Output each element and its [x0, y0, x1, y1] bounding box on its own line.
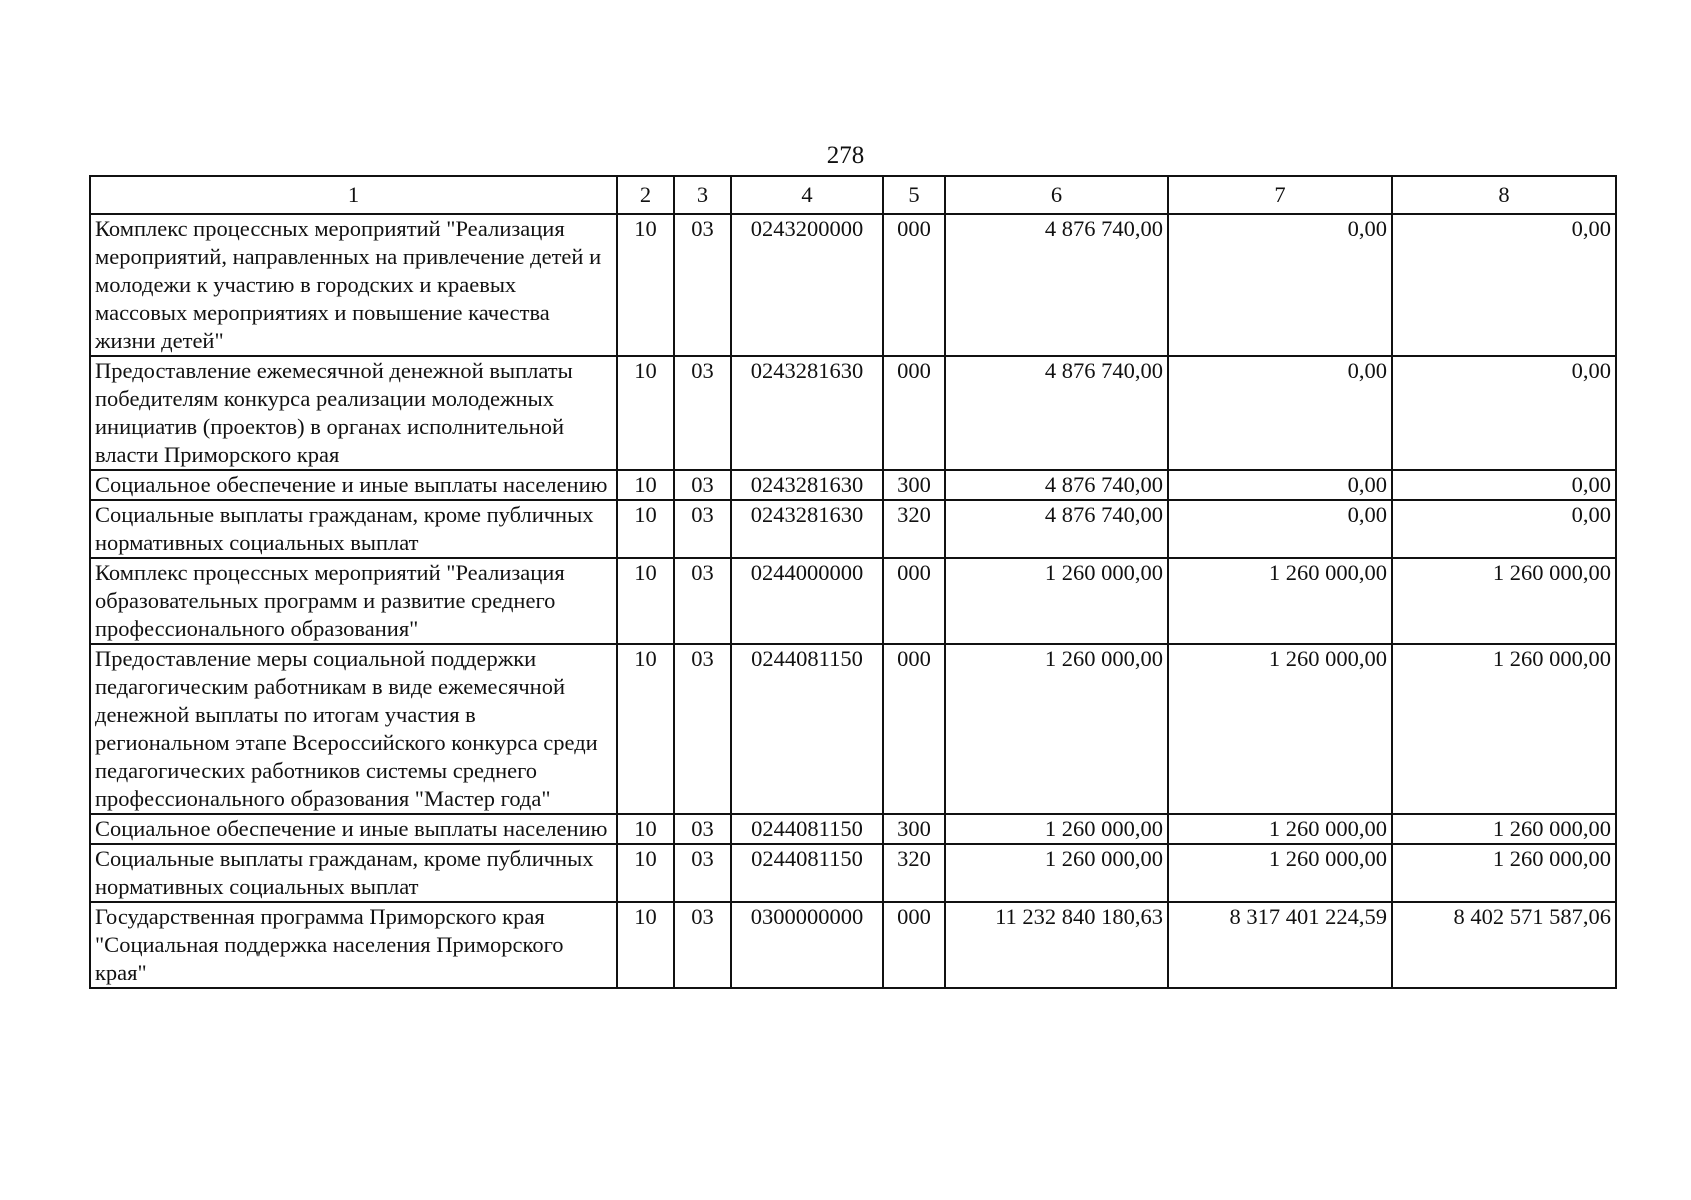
- page-number: 278: [826, 142, 865, 169]
- expense-type-code: 300: [883, 814, 945, 844]
- target-article-code: 0243281630: [731, 356, 883, 470]
- expense-type-code: 000: [883, 558, 945, 644]
- amount-col-8: 0,00: [1392, 214, 1616, 356]
- section-code: 10: [617, 356, 674, 470]
- column-header: 2: [617, 176, 674, 214]
- target-article-code: 0244000000: [731, 558, 883, 644]
- row-name: Социальные выплаты гражданам, кроме публичных нормативных социальных выплат: [90, 844, 617, 902]
- row-name: Предоставление ежемесячной денежной выплаты победителям конкурса реализации молодежных инициатив (проектов) в органах исполнительной власти Приморского края: [90, 356, 617, 470]
- target-article-code: 0243281630: [731, 470, 883, 500]
- expense-type-code: 320: [883, 500, 945, 558]
- row-name: Социальное обеспечение и иные выплаты населению: [90, 470, 617, 500]
- column-header: 6: [945, 176, 1168, 214]
- amount-col-6: 1 260 000,00: [945, 814, 1168, 844]
- amount-col-8: 0,00: [1392, 356, 1616, 470]
- column-header: 8: [1392, 176, 1616, 214]
- table-row: [90, 844, 1616, 902]
- target-article-code: 0244081150: [731, 844, 883, 902]
- amount-col-8: 8 402 571 587,06: [1392, 902, 1616, 988]
- amount-col-7: 0,00: [1168, 356, 1392, 470]
- subsection-code: 03: [674, 500, 731, 558]
- table-row: [90, 214, 1616, 356]
- target-article-code: 0244081150: [731, 644, 883, 814]
- amount-col-6: 4 876 740,00: [945, 470, 1168, 500]
- amount-col-8: 0,00: [1392, 470, 1616, 500]
- amount-col-7: 1 260 000,00: [1168, 844, 1392, 902]
- subsection-code: 03: [674, 558, 731, 644]
- amount-col-7: 1 260 000,00: [1168, 814, 1392, 844]
- amount-col-6: 4 876 740,00: [945, 500, 1168, 558]
- amount-col-8: 1 260 000,00: [1392, 844, 1616, 902]
- expense-type-code: 000: [883, 356, 945, 470]
- amount-col-8: 0,00: [1392, 500, 1616, 558]
- row-name: Комплекс процессных мероприятий "Реализация образовательных программ и развитие среднего профессионального образования": [90, 558, 617, 644]
- amount-col-6: 4 876 740,00: [945, 214, 1168, 356]
- column-header: 3: [674, 176, 731, 214]
- section-code: 10: [617, 844, 674, 902]
- column-header: 5: [883, 176, 945, 214]
- amount-col-8: 1 260 000,00: [1392, 558, 1616, 644]
- section-code: 10: [617, 500, 674, 558]
- subsection-code: 03: [674, 814, 731, 844]
- budget-table: [89, 175, 1617, 989]
- row-name: Государственная программа Приморского края "Социальная поддержка населения Приморского края": [90, 902, 617, 988]
- subsection-code: 03: [674, 902, 731, 988]
- amount-col-7: 8 317 401 224,59: [1168, 902, 1392, 988]
- section-code: 10: [617, 902, 674, 988]
- amount-col-6: 1 260 000,00: [945, 558, 1168, 644]
- table-row: [90, 814, 1616, 844]
- amount-col-7: 0,00: [1168, 500, 1392, 558]
- amount-col-6: 1 260 000,00: [945, 644, 1168, 814]
- section-code: 10: [617, 814, 674, 844]
- table-row: [90, 558, 1616, 644]
- amount-col-6: 4 876 740,00: [945, 356, 1168, 470]
- amount-col-7: 1 260 000,00: [1168, 644, 1392, 814]
- expense-type-code: 320: [883, 844, 945, 902]
- subsection-code: 03: [674, 356, 731, 470]
- column-header: 7: [1168, 176, 1392, 214]
- target-article-code: 0300000000: [731, 902, 883, 988]
- table-row: [90, 644, 1616, 814]
- amount-col-8: 1 260 000,00: [1392, 644, 1616, 814]
- subsection-code: 03: [674, 644, 731, 814]
- amount-col-7: 1 260 000,00: [1168, 558, 1392, 644]
- expense-type-code: 300: [883, 470, 945, 500]
- amount-col-7: 0,00: [1168, 470, 1392, 500]
- section-code: 10: [617, 214, 674, 356]
- column-header: 1: [90, 176, 617, 214]
- section-code: 10: [617, 558, 674, 644]
- row-name: Предоставление меры социальной поддержки педагогическим работникам в виде ежемесячной денежной выплаты по итогам участия в региональном этапе Всероссийского конкурса среди педагогических работников системы среднего профессионального образования "Мастер года": [90, 644, 617, 814]
- expense-type-code: 000: [883, 902, 945, 988]
- table-row: [90, 470, 1616, 500]
- section-code: 10: [617, 644, 674, 814]
- amount-col-8: 1 260 000,00: [1392, 814, 1616, 844]
- expense-type-code: 000: [883, 214, 945, 356]
- row-name: Социальное обеспечение и иные выплаты населению: [90, 814, 617, 844]
- row-name: Комплекс процессных мероприятий "Реализация мероприятий, направленных на привлечение детей и молодежи к участию в городских и краевых массовых мероприятиях и повышение качества жизни детей": [90, 214, 617, 356]
- table-row: [90, 902, 1616, 988]
- column-header: 4: [731, 176, 883, 214]
- target-article-code: 0244081150: [731, 814, 883, 844]
- amount-col-7: 0,00: [1168, 214, 1392, 356]
- expense-type-code: 000: [883, 644, 945, 814]
- table-row: [90, 356, 1616, 470]
- section-code: 10: [617, 470, 674, 500]
- target-article-code: 0243281630: [731, 500, 883, 558]
- target-article-code: 0243200000: [731, 214, 883, 356]
- subsection-code: 03: [674, 470, 731, 500]
- row-name: Социальные выплаты гражданам, кроме публичных нормативных социальных выплат: [90, 500, 617, 558]
- header-row: [90, 176, 1616, 214]
- subsection-code: 03: [674, 214, 731, 356]
- amount-col-6: 11 232 840 180,63: [945, 902, 1168, 988]
- subsection-code: 03: [674, 844, 731, 902]
- table-row: [90, 500, 1616, 558]
- amount-col-6: 1 260 000,00: [945, 844, 1168, 902]
